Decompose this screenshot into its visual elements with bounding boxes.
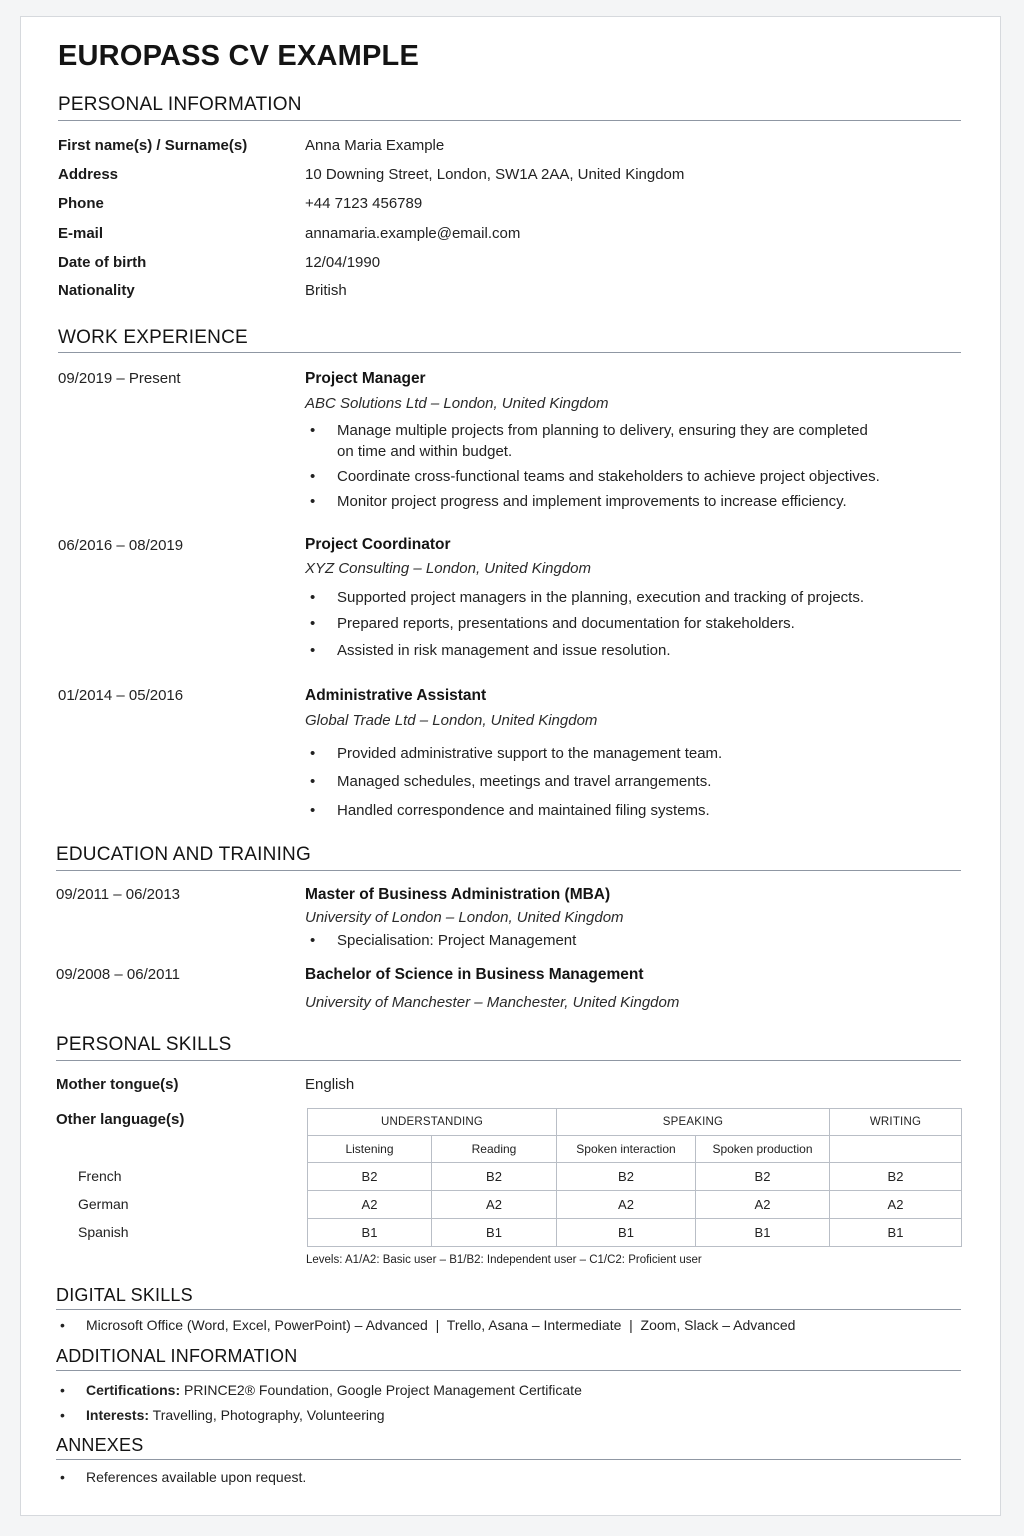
table-subheader: Spoken production [696,1136,830,1163]
level-cell: A2 [830,1191,962,1219]
level-cell: A2 [308,1191,432,1219]
job-bullet-continued: on time and within budget. [337,443,513,460]
section-rule [56,1309,961,1310]
value-address: 10 Downing Street, London, SW1A 2AA, United Kingdom [305,166,685,183]
job-dates: 01/2014 – 05/2016 [58,687,184,704]
section-title-additional: ADDITIONAL INFORMATION [56,1346,298,1366]
education-bullet: Specialisation: Project Management [337,932,577,949]
job-bullet: Coordinate cross-functional teams and stakeholders to achieve project objectives. [337,468,880,485]
level-cell: A2 [696,1191,830,1219]
level-cell: B1 [557,1219,696,1247]
section-title-annexes: ANNEXES [56,1435,144,1455]
value-nationality: British [305,282,347,299]
bullet-dot: • [310,589,316,606]
additional-item-text: Travelling, Photography, Volunteering [149,1407,385,1423]
education-dates: 09/2011 – 06/2013 [56,886,181,903]
table-subheader: Spoken interaction [557,1136,696,1163]
annex-item: References available upon request. [86,1469,307,1485]
job-bullet: Prepared reports, presentations and documentation for stakeholders. [337,615,795,632]
additional-item-label: Certifications: [86,1382,181,1398]
additional-item-label: Interests: [86,1407,150,1423]
section-rule [58,120,961,121]
job-employer: Global Trade Ltd – London, United Kingdom [305,712,598,729]
level-cell: B1 [696,1219,830,1247]
section-rule [56,1060,961,1061]
education-title: Bachelor of Science in Business Management [305,966,644,983]
job-bullet: Provided administrative support to the management team. [337,745,723,762]
job-bullet: Assisted in risk management and issue resolution. [337,642,671,659]
language-name: Spanish [78,1224,129,1240]
level-cell: B2 [432,1163,557,1191]
section-rule [58,352,961,353]
levels-legend: Levels: A1/A2: Basic user – B1/B2: Independent user – C1/C2: Proficient user [306,1254,702,1266]
table-subheader [830,1136,962,1163]
section-title-work: WORK EXPERIENCE [58,327,248,348]
label-name: First name(s) / Surname(s) [58,137,248,154]
language-name: French [78,1168,122,1184]
bullet-dot: • [310,615,316,632]
job-bullet: Handled correspondence and maintained filing systems. [337,802,710,819]
job-employer: ABC Solutions Ltd – London, United Kingdom [305,395,609,412]
bullet-dot: • [310,932,316,949]
table-header-row [308,1109,962,1136]
job-bullet: Managed schedules, meetings and travel arrangements. [337,773,712,790]
level-cell: B1 [830,1219,962,1247]
bullet-dot: • [60,1382,65,1398]
additional-item [86,1407,385,1423]
document-title: EUROPASS CV EXAMPLE [58,40,419,72]
job-title: Project Manager [305,370,426,387]
section-title-skills: PERSONAL SKILLS [56,1034,232,1055]
job-dates: 09/2019 – Present [58,370,181,387]
section-title-education: EDUCATION AND TRAINING [56,844,311,865]
label-phone: Phone [58,195,104,212]
label-other-languages: Other language(s) [56,1111,185,1128]
table-subheader: Listening [308,1136,432,1163]
language-levels-table [307,1108,962,1247]
label-nationality: Nationality [58,282,135,299]
value-mother-tongue: English [305,1076,355,1093]
digital-skills-line: Microsoft Office (Word, Excel, PowerPoint) – Advanced | Trello, Asana – Intermediate | Zoom, Slack – Advanced [86,1317,796,1333]
level-cell: B1 [308,1219,432,1247]
job-employer: XYZ Consulting – London, United Kingdom [305,560,592,577]
bullet-dot: • [310,773,316,790]
education-dates: 09/2008 – 06/2011 [56,966,181,983]
table-subheader: Reading [432,1136,557,1163]
level-cell: B2 [557,1163,696,1191]
bullet-dot: • [310,468,316,485]
bullet-dot: • [310,745,316,762]
label-email: E-mail [58,225,104,242]
job-title: Administrative Assistant [305,687,487,704]
level-cell: B2 [696,1163,830,1191]
value-dob: 12/04/1990 [305,254,381,271]
section-rule [56,1459,961,1460]
level-cell: B2 [308,1163,432,1191]
bullet-dot: • [310,802,316,819]
section-title-digital: DIGITAL SKILLS [56,1285,193,1305]
section-rule [56,1370,961,1371]
bullet-dot: • [60,1317,65,1333]
job-dates: 06/2016 – 08/2019 [58,537,184,554]
section-rule [56,870,961,871]
level-cell: A2 [432,1191,557,1219]
job-title: Project Coordinator [305,536,451,553]
label-address: Address [58,166,119,183]
table-row [308,1191,962,1219]
education-institution: University of Manchester – Manchester, United Kingdom [305,994,680,1011]
bullet-dot: • [60,1407,65,1423]
level-cell: A2 [557,1191,696,1219]
table-row [308,1163,962,1191]
section-title-personal: PERSONAL INFORMATION [58,94,302,115]
education-title: Master of Business Administration (MBA) [305,886,611,903]
label-mother-tongue: Mother tongue(s) [56,1076,179,1093]
bullet-dot: • [310,642,316,659]
table-group-header: SPEAKING [557,1109,830,1136]
label-dob: Date of birth [58,254,147,271]
table-subheader-row [308,1136,962,1163]
value-email[interactable]: annamaria.example@email.com [305,225,521,242]
level-cell: B1 [432,1219,557,1247]
bullet-dot: • [310,422,316,439]
job-bullet: Supported project managers in the planning, execution and tracking of projects. [337,589,864,606]
education-institution: University of London – London, United Kingdom [305,909,624,926]
table-row [308,1219,962,1247]
bullet-dot: • [60,1469,65,1485]
additional-item-text: PRINCE2® Foundation, Google Project Management Certificate [180,1382,582,1398]
additional-item [86,1382,582,1398]
bullet-dot: • [310,493,316,510]
level-cell: B2 [830,1163,962,1191]
value-name: Anna Maria Example [305,137,445,154]
table-group-header: WRITING [830,1109,962,1136]
language-name: German [78,1196,129,1212]
job-bullet: Monitor project progress and implement improvements to increase efficiency. [337,493,847,510]
value-phone: +44 7123 456789 [305,195,423,212]
job-bullet: Manage multiple projects from planning to delivery, ensuring they are completed [337,422,868,439]
table-group-header: UNDERSTANDING [308,1109,557,1136]
